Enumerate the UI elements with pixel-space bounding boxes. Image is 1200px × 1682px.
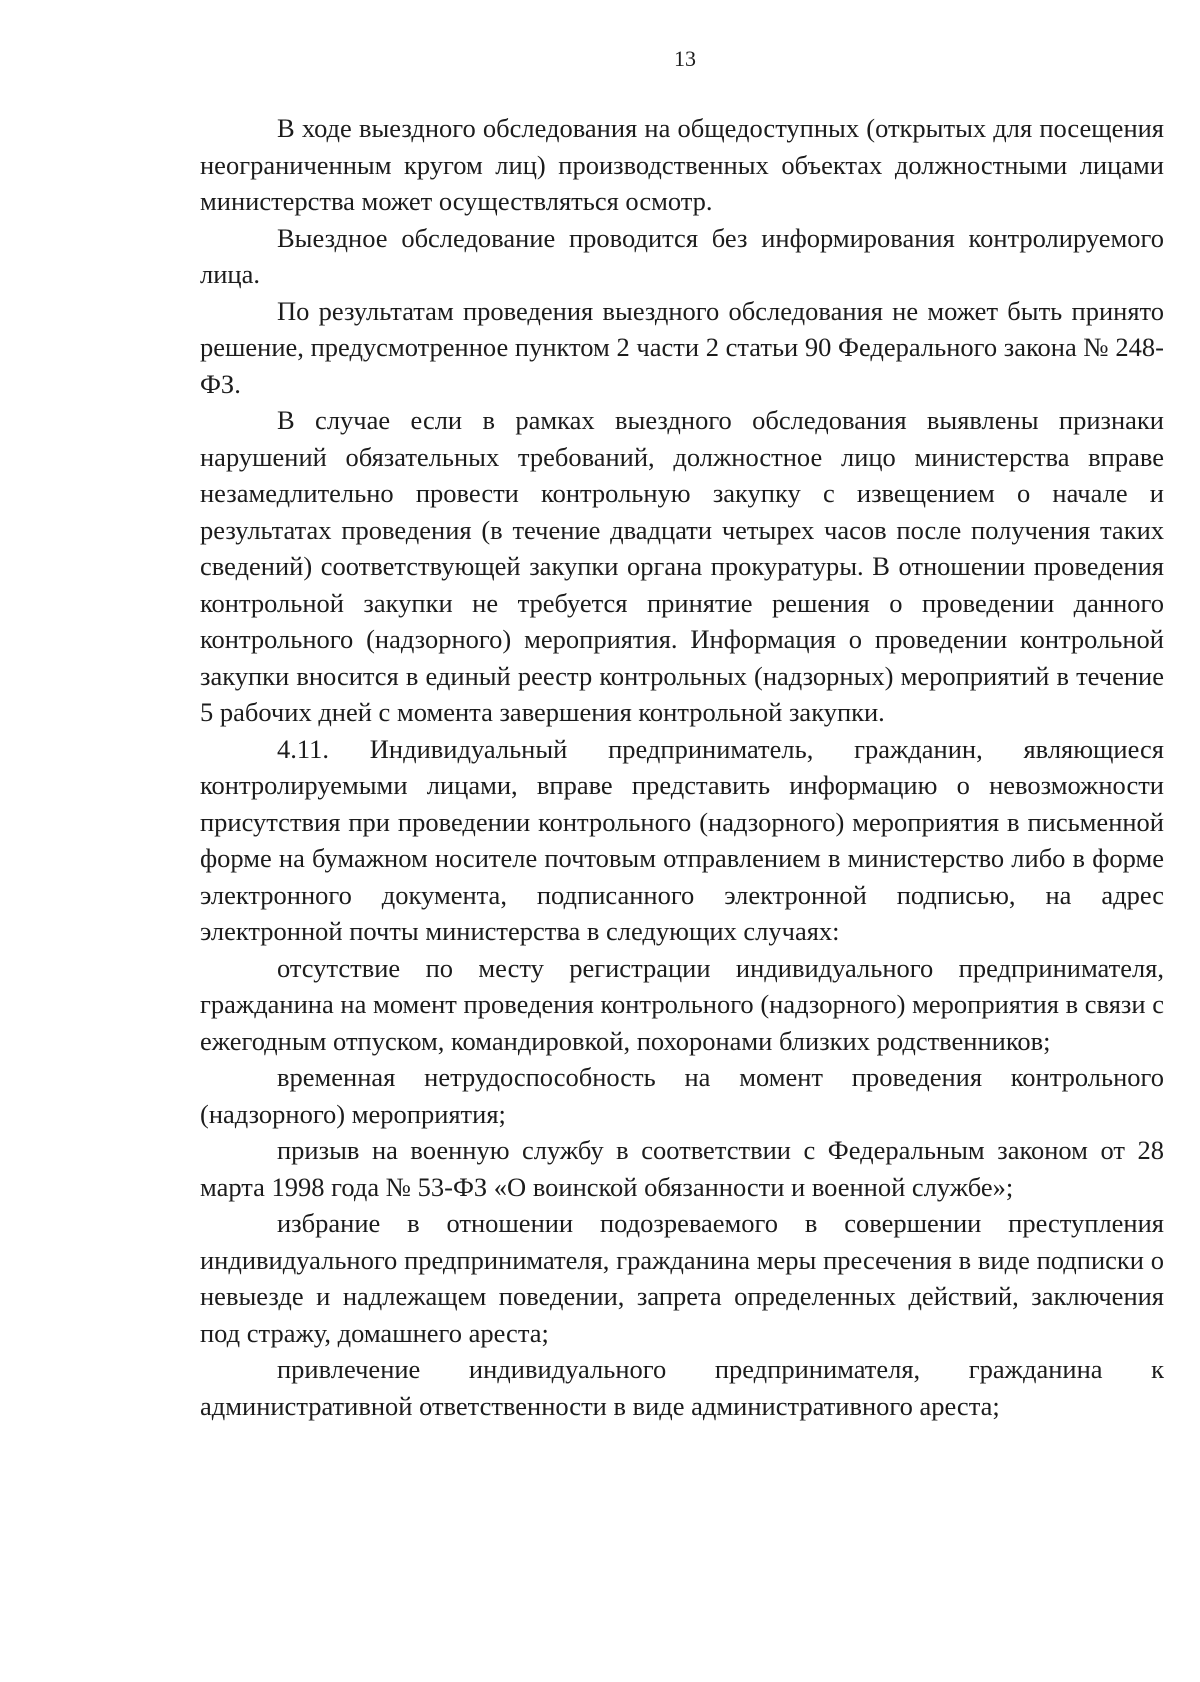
paragraph-field-inspection: В ходе выездного обследования на общедоступных (открытых для посещения неограниченным кругом лиц) производственных объектах должностными лицами министерства может осуществляться осмотр.	[200, 113, 1164, 216]
page-number: 13	[674, 46, 696, 71]
list-item-military-service: призыв на военную службу в соответствии с Федеральным законом от 28 марта 1998 года № 53-ФЗ «О воинской обязанности и военной службе»;	[200, 1135, 1164, 1202]
list-item-administrative-arrest: привлечение индивидуального предпринимателя, гражданина к административной ответственности в виде административного ареста;	[200, 1354, 1164, 1421]
list-item-preventive-measure: избрание в отношении подозреваемого в совершении преступления индивидуального предпринимателя, гражданина меры пресечения в виде подписки о невыезде и надлежащем поведении, запрета определенных действий, заключения под стражу, домашнего ареста;	[200, 1208, 1164, 1348]
list-item-disability: временная нетрудоспособность на момент проведения контрольного (надзорного) мероприятия;	[200, 1062, 1164, 1129]
list-item-absence: отсутствие по месту регистрации индивидуального предпринимателя, гражданина на момент проведения контрольного (надзорного) мероприятия в связи с ежегодным отпуском, командировкой, похоронами близких родственников;	[200, 952, 1164, 1056]
paragraph-no-notification: Выездное обследование проводится без информирования контролируемого лица.	[200, 222, 1164, 289]
document-body	[200, 110, 1164, 1424]
paragraph-control-purchase: В случае если в рамках выездного обследования выявлены признаки нарушений обязательных требований, должностное лицо министерства вправе незамедлительно провести контрольную закупку с извещением о начале и результатах проведения (в течение двадцати четырех часов после получения таких сведений) соответствующей закупки органа прокуратуры. В отношении проведения контрольной закупки не требуется принятие решения о проведении данного контрольного (надзорного) мероприятия. Информация о проведении контрольной закупки вносится в единый реестр контрольных (надзорных) мероприятий в течение 5 рабочих дней с момента завершения контрольной закупки.	[200, 405, 1164, 727]
paragraph-results-restriction: По результатам проведения выездного обследования не может быть принято решение, предусмотренное пунктом 2 части 2 статьи 90 Федерального закона № 248-ФЗ.	[200, 295, 1164, 399]
paragraph-section-4-11: 4.11. Индивидуальный предприниматель, гражданин, являющиеся контролируемыми лицами, вправе представить информацию о невозможности присутствия при проведении контрольного (надзорного) мероприятия в письменной форме на бумажном носителе почтовым отправлением в министерство либо в форме электронного документа, подписанного электронной подписью, на адрес электронной почты министерства в следующих случаях:	[200, 733, 1164, 946]
